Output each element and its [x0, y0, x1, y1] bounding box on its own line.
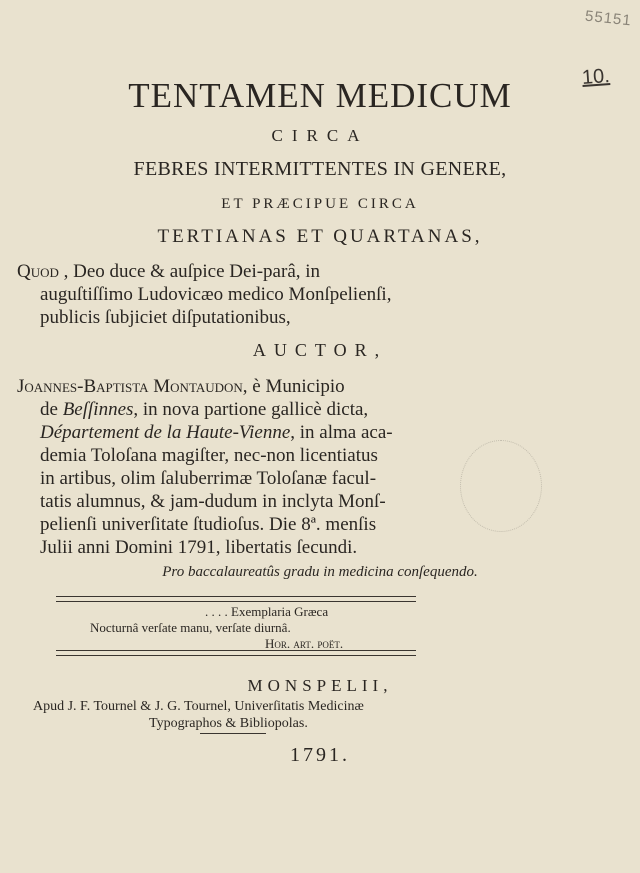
imprint-line-1: Apud J. F. Tournel & J. G. Tournel, Univerſitatis Medicinæ [33, 699, 364, 714]
epigraph-line-2: Nocturnâ verſate manu, verſate diurnâ. [90, 620, 291, 635]
imprint-printers [33, 698, 613, 732]
dedication-line-3: publicis ſubjiciet diſputationibus, [40, 307, 291, 328]
imprint-city: MONSPELII, [247, 676, 393, 695]
author-line-2: de Beſſinnes, in nova partione gallicè dicta, [40, 399, 369, 420]
auctor-heading: AUCTOR, [252, 340, 388, 360]
tertianas-line: TERTIANAS ET QUARTANAS, [157, 226, 483, 247]
praecipue-line: ET PRÆCIPUE CIRCA [221, 196, 419, 212]
febres-line: FEBRES INTERMITTENTES IN GENERE, [133, 158, 507, 180]
author-line-7: pelienſi univerſitate ſtudioſus. Die 8ª. menſis [40, 514, 377, 535]
epigraph-source: Hor. art. poët. [265, 636, 344, 651]
main-title: TENTAMEN MEDICUM [128, 76, 512, 115]
author-paragraph [17, 375, 457, 559]
author-name: Joannes-Baptista Montaudon [17, 376, 243, 397]
handwritten-page-number: 10. [581, 65, 611, 89]
author-line-8: Julii anni Domini 1791, libertatis ſecundi. [40, 537, 358, 558]
dedication-paragraph [17, 260, 457, 329]
epigraph [90, 604, 390, 652]
author-line-4: demia Toloſana magiſter, nec-non licentiatus [40, 445, 378, 466]
faded-library-stamp [460, 440, 542, 532]
imprint-year: 1791. [290, 744, 350, 766]
bottom-double-rule [56, 650, 416, 656]
epigraph-line-1: . . . . Exemplaria Græca [205, 604, 329, 619]
author-line-1: Joannes-Baptista Montaudon, è Municipio [17, 376, 345, 397]
top-double-rule [56, 596, 416, 602]
circa-line: CIRCA [271, 126, 369, 145]
shelfmark: 55151 [584, 7, 633, 30]
author-line-5: in artibus, olim ſaluberrimæ Toloſanæ facul- [40, 468, 377, 489]
author-line-6: tatis alumnus, & jam-dudum in inclyta Monſ- [40, 491, 386, 512]
short-rule [200, 733, 266, 734]
dedication-line-2: auguſtiſſimo Ludovicæo medico Monſpelienſi, [40, 284, 392, 305]
imprint-line-2: Typographos & Bibliopolas. [149, 716, 308, 731]
author-line-3: Département de la Haute-Vienne, in alma aca- [40, 422, 393, 443]
degree-line: Pro baccalaureatûs gradu in medicina conſequendo. [162, 564, 478, 580]
dedication-line-1: Quod , Deo duce & auſpice Dei-parâ, in [17, 261, 321, 282]
